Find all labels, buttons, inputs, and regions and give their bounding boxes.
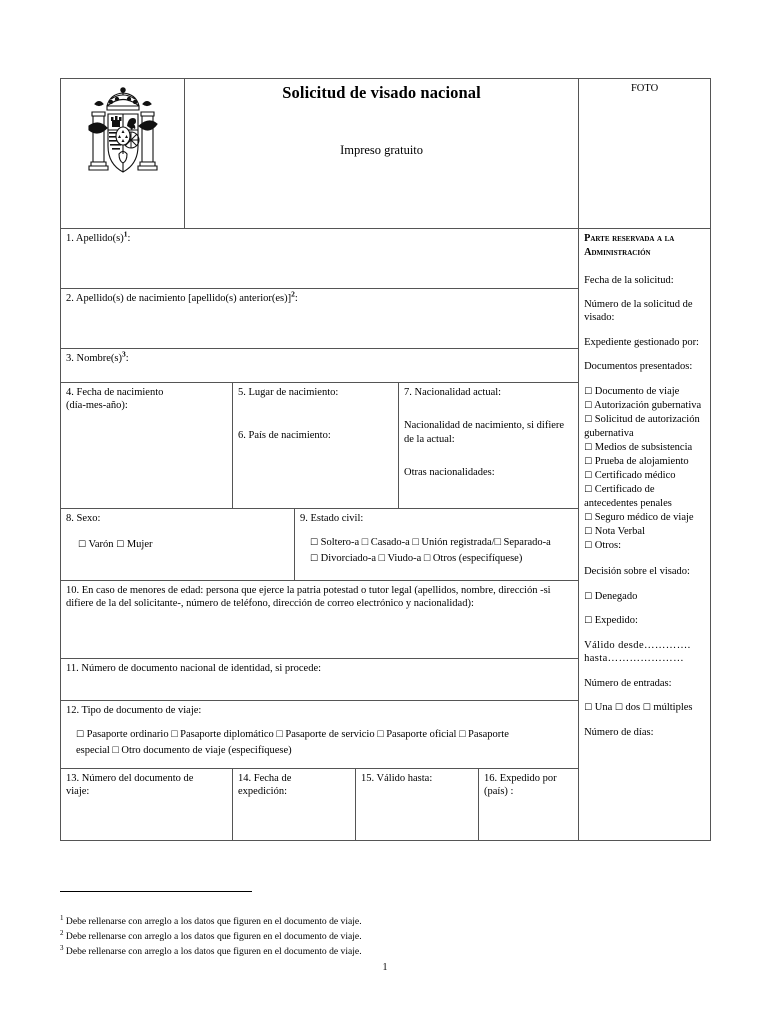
checkbox-icon: □ xyxy=(642,702,651,713)
field-9-options xyxy=(300,535,573,565)
checkbox-icon: □ xyxy=(584,441,593,452)
field-8-label: 8. Sexo: xyxy=(66,513,101,524)
field-15-label: 15. Válido hasta: xyxy=(361,773,433,784)
checkbox-icon: □ xyxy=(614,702,623,713)
field-11-national-id-number[interactable] xyxy=(61,659,579,701)
field-7-nationality[interactable] xyxy=(399,383,579,509)
field-14-label-line2: expedición: xyxy=(238,786,287,798)
field-3-label: 3. $Nombre(s)^3$: xyxy=(66,349,129,364)
checkbox-otros[interactable]: □ Otros: xyxy=(584,540,621,552)
admin-entries-label: Número de entradas: xyxy=(584,677,672,689)
field-3-given-names[interactable] xyxy=(61,349,579,383)
field-12-label: 12. Tipo de documento de viaje: xyxy=(66,705,202,716)
field-1-label: 1. $Apellido(s)^1$: xyxy=(66,229,131,244)
footnote-separator xyxy=(60,891,252,892)
field-12-travel-document-type[interactable] xyxy=(61,701,579,769)
field-1-surnames[interactable] xyxy=(61,229,579,289)
field-12-options xyxy=(66,727,573,757)
footnote-1: $^1$ Debe rellenarse con arreglo a los datos que figuren en el documento de viaje. xyxy=(60,913,362,927)
checkbox-icon: □ xyxy=(584,413,593,424)
field-5-6-place-country-of-birth[interactable] xyxy=(233,383,399,509)
field-9-options-line2[interactable]: □ Divorciado-a □ Viudo-a □ Otros (especifíquese) xyxy=(310,552,523,564)
field-9-marital-status[interactable] xyxy=(295,509,579,581)
admin-application-number[interactable]: Número de la solicitud de visado: xyxy=(584,298,693,324)
field-16-label: 16. Expedido por (país) : xyxy=(484,773,557,798)
checkbox-icon: □ xyxy=(310,552,319,563)
checkbox-autorizacion-gubernativa[interactable]: □ Autorización gubernativa xyxy=(584,399,702,411)
administration-sidebar xyxy=(579,229,711,841)
checkbox-icon: □ xyxy=(584,615,593,626)
field-13-document-number[interactable] xyxy=(61,769,233,841)
field-15-valid-until[interactable] xyxy=(356,769,479,841)
admin-days-label[interactable]: Número de días: xyxy=(584,726,654,738)
field-10-legal-guardian[interactable] xyxy=(61,581,579,659)
admin-documents-checklist xyxy=(584,385,705,554)
field-10-label: 10. En caso de menores de edad: persona que ejerce la patria potestad o tutor legal (apellidos, nombre, dirección -si difiere de la del solicitante-, número de teléfono, dirección de correo electrónico y nacionalidad): xyxy=(66,585,551,610)
title-cell xyxy=(185,79,579,229)
valid-from-label: Válido desde…………. xyxy=(584,639,691,651)
checkbox-prueba-alojamiento[interactable]: □ Prueba de alojamiento xyxy=(584,456,689,468)
checkbox-icon: □ xyxy=(584,702,593,713)
valid-to-label: hasta………………… xyxy=(584,653,684,665)
field-13-label-line1: 13. Número del documento de xyxy=(66,773,194,784)
checkbox-icon: □ xyxy=(584,590,593,601)
checkbox-documento-de-viaje[interactable]: □ Documento de viaje xyxy=(584,385,680,397)
checkbox-varon[interactable]: □ Varón xyxy=(78,539,114,551)
footnote-3: $^3$ Debe rellenarse con arreglo a los datos que figuren en el documento de viaje. xyxy=(60,943,362,957)
page-subtitle: Impreso gratuito xyxy=(340,143,424,158)
checkbox-icon: □ xyxy=(76,729,85,740)
footnotes-block xyxy=(60,915,520,960)
checkbox-icon: □ xyxy=(584,526,593,537)
field-4-label-line2: (día-mes-año): xyxy=(66,400,128,412)
admin-decision-label: Decisión sobre el visado: xyxy=(584,566,690,578)
field-4-label-line1: 4. Fecha de nacimiento xyxy=(66,387,164,398)
admin-validity-period[interactable] xyxy=(584,639,705,666)
footnote-2: $^2$ Debe rellenarse con arreglo a los datos que figuren en el documento de viaje. xyxy=(60,928,362,942)
field-12-options-line2[interactable]: especial □ Otro documento de viaje (especifíquese) xyxy=(76,744,292,756)
checkbox-icon: □ xyxy=(310,537,319,548)
field-13-label-line2: viaje: xyxy=(66,786,90,798)
checkbox-icon: □ xyxy=(584,512,593,523)
checkbox-expedido[interactable]: □ Expedido: xyxy=(584,615,638,627)
field-6-label: 6. País de nacimiento: xyxy=(238,430,331,442)
admin-section-title: Parte reservada a la Administración xyxy=(584,233,675,258)
checkbox-certificado-medico[interactable]: □ Certificado médico xyxy=(584,470,676,482)
checkbox-icon: □ xyxy=(78,539,87,550)
checkbox-medios-subsistencia[interactable]: □ Medios de subsistencia xyxy=(584,441,693,453)
field-11-label: 11. Número de documento nacional de identidad, si procede: xyxy=(66,663,322,674)
header-row xyxy=(61,79,711,229)
field-8-sex[interactable] xyxy=(61,509,295,581)
field-2-label: 2. Apellido(s) de nacimiento [apellido(s) anterior(es)]$^2$: xyxy=(66,289,298,304)
checkbox-denegado[interactable]: □ Denegado xyxy=(584,590,638,602)
field-9-options-line1[interactable]: □ Soltero-a □ Casado-a □ Unión registrada/□ Separado-a xyxy=(310,537,551,549)
spain-coat-of-arms-icon xyxy=(83,82,163,186)
page-number: 1 xyxy=(382,962,388,973)
field-14-issue-date[interactable] xyxy=(233,769,356,841)
field-16-issued-by-country[interactable] xyxy=(479,769,579,841)
checkbox-solicitud-autorizacion[interactable]: □ Solicitud de autorización gubernativa xyxy=(584,413,700,439)
checkbox-icon: □ xyxy=(584,399,593,410)
visa-form-table xyxy=(60,78,711,841)
coat-of-arms-cell xyxy=(61,79,185,229)
field-4-date-of-birth[interactable] xyxy=(61,383,233,509)
checkbox-icon: □ xyxy=(584,470,593,481)
admin-application-date[interactable]: Fecha de la solicitud: xyxy=(584,274,674,286)
field-7-label: 7. Nacionalidad actual: xyxy=(404,387,502,398)
field-12-options-line1[interactable]: □ Pasaporte ordinario □ Pasaporte diplomático □ Pasaporte de servicio □ Pasaporte oficial □ Pasaporte xyxy=(76,729,509,741)
checkbox-mujer[interactable]: □ Mujer xyxy=(116,539,153,551)
checkbox-icon: □ xyxy=(116,539,125,550)
field-row-1 xyxy=(61,229,711,289)
field-7-birth-nationality-label: Nacionalidad de nacimiento, si difiere de la actual: xyxy=(404,420,565,445)
field-14-label-line1: 14. Fecha de xyxy=(238,773,292,784)
checkbox-icon: □ xyxy=(584,385,593,396)
checkbox-icon: □ xyxy=(584,540,593,551)
admin-handled-by[interactable]: Expediente gestionado por: xyxy=(584,336,699,348)
photo-box xyxy=(579,79,711,229)
field-5-label: 5. Lugar de nacimiento: xyxy=(238,387,339,398)
field-8-options xyxy=(66,537,289,552)
page-title: Solicitud de visado nacional xyxy=(282,83,481,102)
checkbox-icon: □ xyxy=(584,484,593,495)
checkbox-nota-verbal[interactable]: □ Nota Verbal xyxy=(584,526,645,538)
checkbox-seguro-medico-viaje[interactable]: □ Seguro médico de viaje xyxy=(584,512,694,524)
checkbox-antecedentes-penales[interactable]: □ Certificado de antecedentes penales xyxy=(584,484,672,510)
photo-label: FOTO xyxy=(630,83,659,94)
field-7-other-nationalities-label: Otras nacionalidades: xyxy=(404,467,495,479)
admin-entries-options[interactable]: □ Una □ dos □ múltiples xyxy=(584,702,693,714)
field-2-birth-surnames[interactable] xyxy=(61,289,579,349)
field-9-label: 9. Estado civil: xyxy=(300,513,364,524)
checkbox-icon: □ xyxy=(584,456,593,467)
admin-documents-label: Documentos presentados: xyxy=(584,361,693,373)
